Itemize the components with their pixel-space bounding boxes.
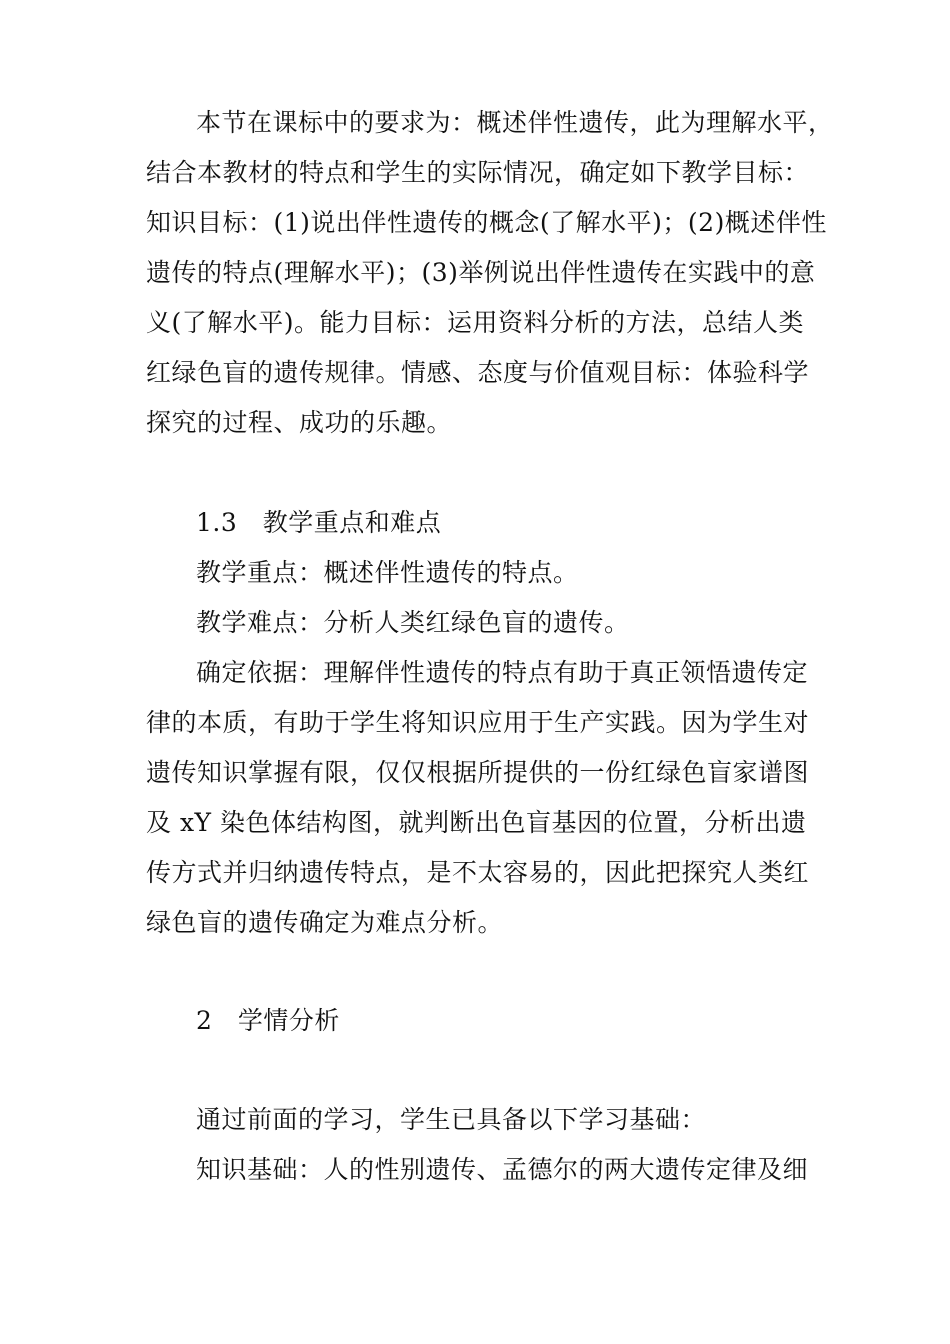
para1-line1: 本节在课标中的要求为：概述伴性遗传，此为理解水平，: [196, 108, 834, 137]
knowledge-basis-text: 知识基础：人的性别遗传、孟德尔的两大遗传定律及细: [196, 1155, 809, 1184]
para1-line5: 义(了解水平)。能力目标：运用资料分析的方法，总结人类: [146, 308, 805, 337]
section-2-heading: 2 学情分析: [196, 1006, 340, 1035]
basis-line6: 绿色盲的遗传确定为难点分析。: [146, 908, 504, 937]
para1-line4: 遗传的特点(理解水平)；(3)举例说出伴性遗传在实践中的意: [146, 258, 816, 287]
difficulty-text: 教学难点：分析人类红绿色盲的遗传。: [196, 608, 630, 637]
key-point-text: 教学重点：概述伴性遗传的特点。: [196, 558, 579, 587]
basis-line1: 确定依据：理解伴性遗传的特点有助于真正领悟遗传定: [196, 658, 809, 687]
para1-line3: 知识目标：(1)说出伴性遗传的概念(了解水平)；(2)概述伴性: [146, 208, 827, 237]
basis-line5: 传方式并归纳遗传特点，是不太容易的，因此把探究人类红: [146, 858, 810, 887]
section-1-3-heading: 1.3 教学重点和难点: [196, 508, 442, 537]
basis-line3: 遗传知识掌握有限，仅仅根据所提供的一份红绿色盲家谱图: [146, 758, 810, 787]
section-2-intro: 通过前面的学习，学生已具备以下学习基础：: [196, 1105, 707, 1134]
basis-line2: 律的本质，有助于学生将知识应用于生产实践。因为学生对: [146, 708, 810, 737]
para1-line7: 探究的过程、成功的乐趣。: [146, 408, 453, 437]
basis-line4: 及 xY 染色体结构图，就判断出色盲基因的位置，分析出遗: [146, 808, 807, 837]
para1-line6: 红绿色盲的遗传规律。情感、态度与价值观目标：体验科学: [146, 358, 810, 387]
para1-line2: 结合本教材的特点和学生的实际情况，确定如下教学目标：: [146, 158, 810, 187]
